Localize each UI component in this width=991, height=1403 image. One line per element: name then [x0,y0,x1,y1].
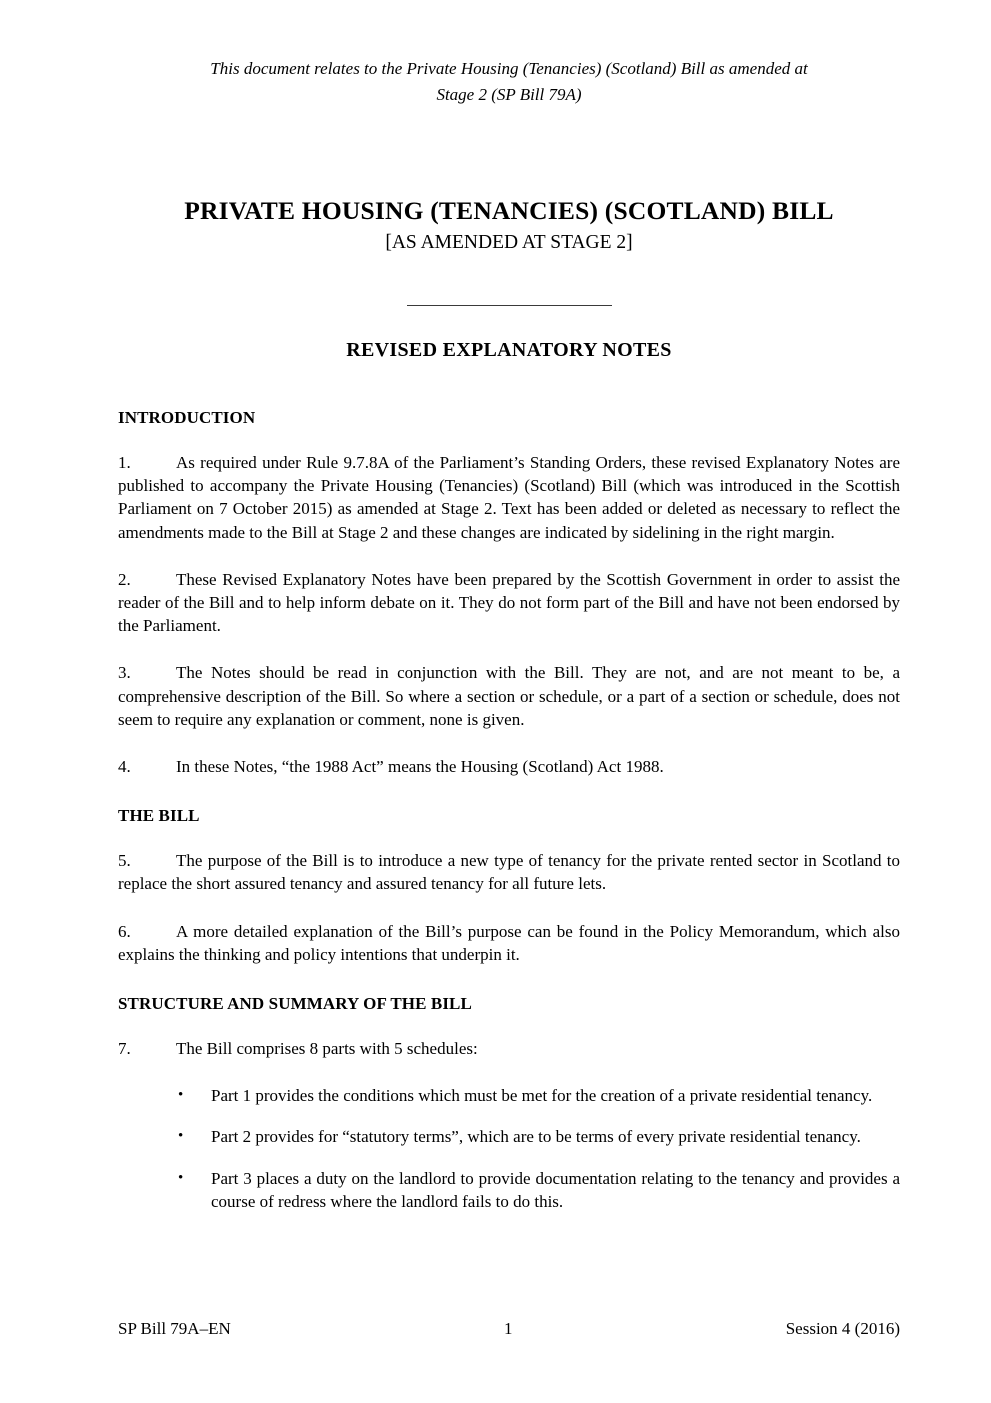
paragraph-4-text: In these Notes, “the 1988 Act” means the Housing (Scotland) Act 1988. [176,757,664,777]
list-item-text: Part 2 provides for “statutory terms”, which are to be terms of every private residential tenancy. [211,1127,861,1147]
bullet-icon: • [178,1128,184,1145]
footer-session: Session 4 (2016) [785,1319,900,1338]
paragraph-1-number: 1. [118,453,131,472]
list-item-text: Part 1 provides the conditions which must be met for the creation of a private residential tenancy. [211,1086,873,1106]
bill-parts-list [118,1084,900,1213]
list-item [118,1167,900,1213]
revised-explanatory-notes-title: REVISED EXPLANATORY NOTES [346,339,672,361]
document-body [118,406,900,1213]
paragraph-3-text: The Notes should be read in conjunction with the Bill. They are not, and are not meant to be, a comprehensive description of the Bill. So where a section or schedule, or a part of a section or schedule, does not seem to require any explanation or comment, none is given. [118,663,900,729]
document-footer [118,1317,900,1340]
paragraph-2-text: These Revised Explanatory Notes have been prepared by the Scottish Government in order to assist the reader of the Bill and to help inform debate on it. They do not form part of the Bill and have not been endorsed by the Parliament. [118,569,900,636]
list-item [118,1084,900,1107]
bill-subtitle: [AS AMENDED AT STAGE 2] [385,232,633,253]
list-item-text: Part 3 places a duty on the landlord to provide documentation relating to the tenancy and provides a course of redress where the landlord fails to do this. [211,1168,900,1211]
paragraph-6-number: 6. [118,921,131,941]
heading-introduction: INTRODUCTION [118,408,256,427]
paragraph-6 [118,920,900,966]
heading-structure-and-summary: STRUCTURE AND SUMMARY OF THE BILL [118,994,472,1014]
footer-page-number: 1 [503,1319,513,1338]
paragraph-6-text: A more detailed explanation of the Bill’s purpose can be found in the Policy Memorandum, which also explains the thinking and policy intentions that underpin it. [118,921,900,964]
title-divider [118,296,900,314]
footer-bill-reference: SP Bill 79A–EN [118,1319,231,1338]
paragraph-5-number: 5. [118,851,131,871]
list-item [118,1125,900,1148]
running-header-line-1: This document relates to the Private Housing (Tenancies) (Scotland) Bill as amended at [210,59,808,78]
paragraph-1-text: As required under Rule 9.7.8A of the Parliament’s Standing Orders, these revised Explanatory Notes are published to accompany the Private Housing (Tenancies) (Scotland) Bill (which was introduced in the Scottish Parliament on 7 October 2015) as amended at Stage 2. Text has been added or deleted as necessary to reflect the amendments made to the Bill at Stage 2 and these changes are indicated by sidelining in the right margin. [118,453,900,542]
paragraph-1 [118,451,900,544]
paragraph-5 [118,849,900,895]
paragraph-7-number: 7. [118,1039,131,1059]
paragraph-7 [118,1037,900,1060]
title-block [118,196,900,256]
paragraph-2 [118,568,900,638]
horizontal-rule [407,305,612,306]
paragraph-4 [118,755,900,778]
heading-the-bill: THE BILL [118,806,200,826]
bill-title: PRIVATE HOUSING (TENANCIES) (SCOTLAND) BILL [184,196,834,225]
paragraph-4-number: 4. [118,757,131,777]
bullet-icon: • [178,1169,184,1186]
bullet-icon: • [178,1087,184,1104]
document-running-header [118,56,900,108]
paragraph-2-number: 2. [118,569,131,589]
running-header-line-2: Stage 2 (SP Bill 79A) [436,85,582,104]
paragraph-7-text: The Bill comprises 8 parts with 5 schedules: [176,1039,478,1059]
paragraph-5-text: The purpose of the Bill is to introduce a new type of tenancy for the private rented sector in Scotland to replace the short assured tenancy and assured tenancy for all future lets. [118,851,900,894]
paragraph-3 [118,661,900,731]
paragraph-3-number: 3. [118,663,131,683]
